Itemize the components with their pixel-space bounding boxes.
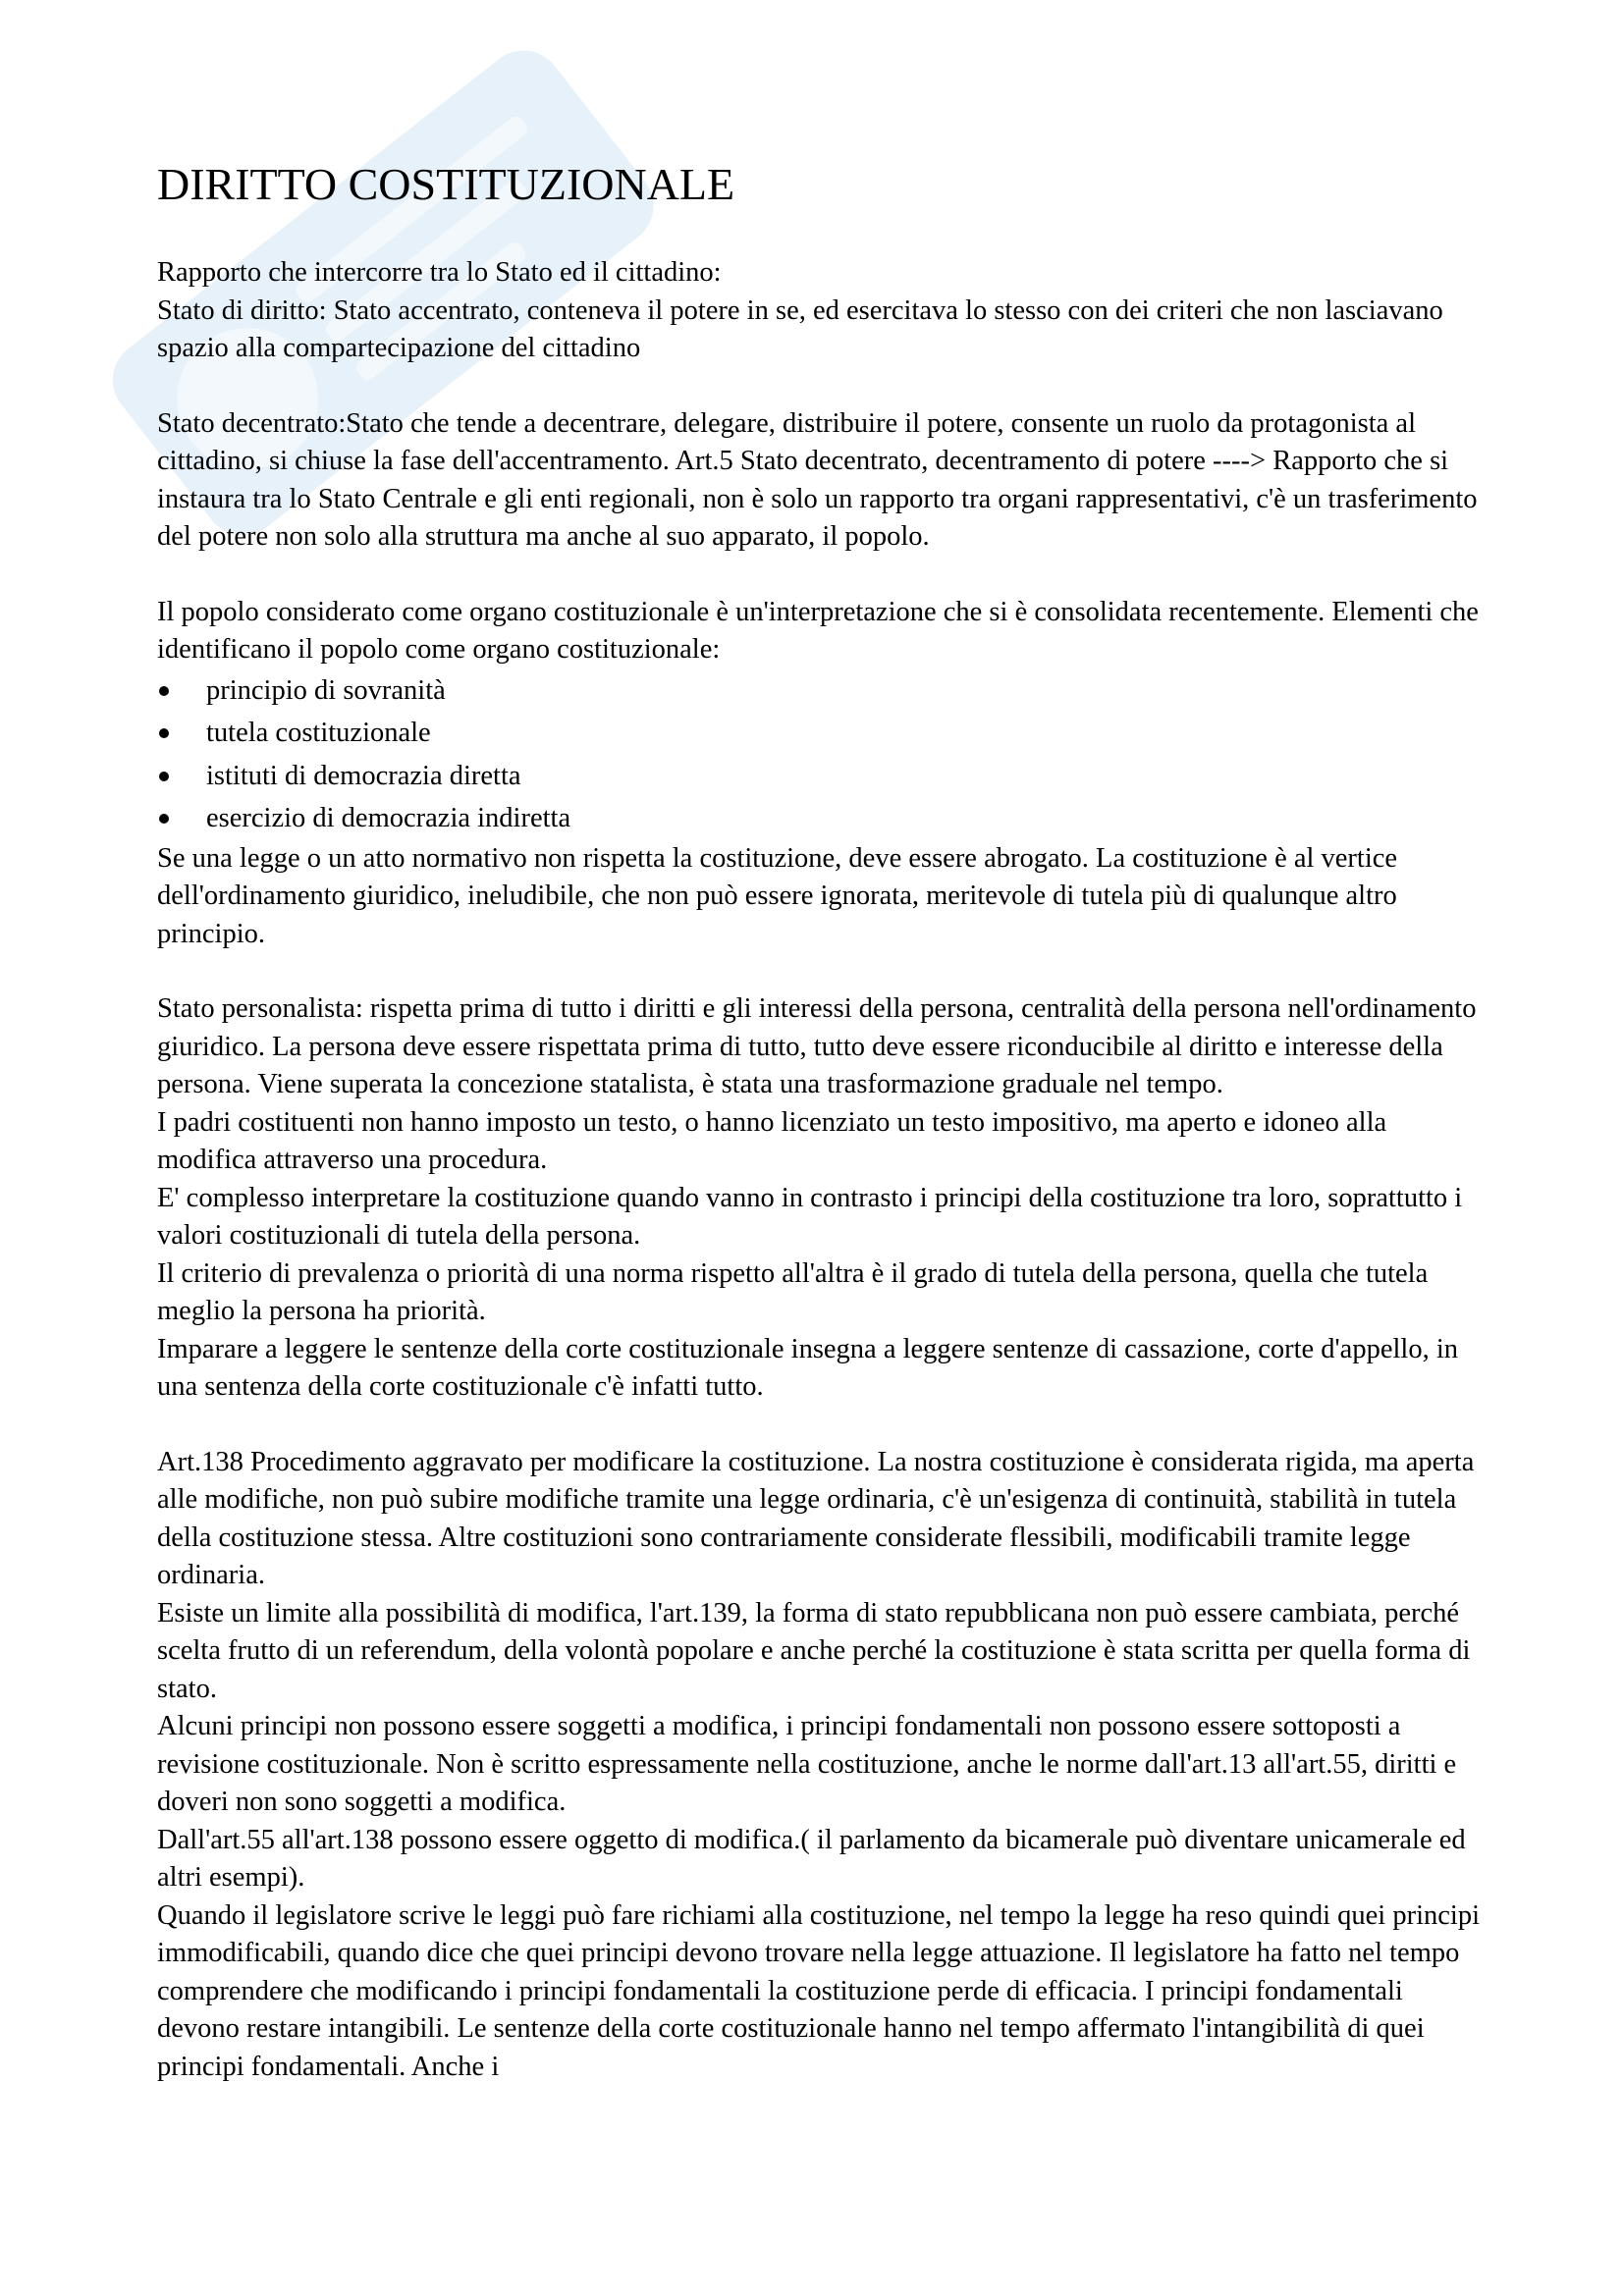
paragraph-gap bbox=[157, 1407, 1483, 1444]
art139-paragraph: Esiste un limite alla possibilità di modifica, l'art.139, la forma di stato repubblicana non può essere cambiata, perché scelta frutto di un referendum, della volontà popolare e anche perché la costituzione è stata scritta per quella forma di stato. bbox=[157, 1597, 1471, 1704]
list-item bbox=[157, 669, 1483, 713]
interpretazione-paragraph: E' complesso interpretare la costituzione quando vanno in contrasto i principi della costituzione tra loro, soprattutto i valori costituzionali di tutela della persona. bbox=[157, 1182, 1463, 1252]
list-item-text: esercizio di democrazia indiretta bbox=[206, 803, 571, 834]
list-item-text: principio di sovranità bbox=[206, 674, 446, 706]
list-item bbox=[157, 712, 1483, 755]
padri-costituenti-paragraph: I padri costituenti non hanno imposto un testo, o hanno licenziato un testo impositivo, ma aperto e idoneo alla modifica attraverso una procedura. bbox=[157, 1106, 1387, 1176]
principi-fondamentali-paragraph: Alcuni principi non possono essere soggetti a modifica, i principi fondamentali non possono essere sottoposti a revisione costituzionale. Non è scritto espressamente nella costituzione, anche le norme dall'art.13 all'art.55, diritti e doveri non sono soggetti a modifica. bbox=[157, 1711, 1457, 1818]
popolo-elements-list bbox=[157, 669, 1483, 840]
bullet-icon bbox=[159, 814, 169, 824]
document-page bbox=[157, 147, 1483, 2086]
bullet-icon bbox=[159, 728, 169, 738]
personalista-paragraph: Stato personalista: rispetta prima di tutto i diritti e gli interessi della persona, centralità della persona nell'ordinamento giuridico. La persona deve essere rispettata prima di tutto, tutto deve essere riconducibile al diritto e interesse della persona. Viene superata la concezione statalista, è stata una trasformazione graduale nel tempo. bbox=[157, 993, 1477, 1100]
document-title: DIRITTO COSTITUZIONALE bbox=[157, 159, 735, 209]
sentenze-paragraph: Imparare a leggere le sentenze della corte costituzionale insegna a leggere sentenze di cassazione, corte d'appello, in una sentenza della corte costituzionale c'è infatti tutto. bbox=[157, 1333, 1458, 1403]
list-item bbox=[157, 755, 1483, 798]
legislatore-paragraph: Quando il legislatore scrive le leggi può fare richiami alla costituzione, nel tempo la legge ha reso quindi quei principi immodificabili, quando dice che quei principi devono trovare nella legge attuazione. Il legislatore ha fatto nel tempo comprendere che modificando i principi fondamentali la costituzione perde di efficacia. I principi fondamentali devono restare intangibili. Le sentenze della corte costituzionale hanno nel tempo affermato l'intangibilità di quei principi fondamentali. Anche i bbox=[157, 1899, 1480, 2082]
modifica-paragraph: Dall'art.55 all'art.138 possono essere oggetto di modifica.( il parlamento da bicamerale può diventare unicamerale ed altri esempi). bbox=[157, 1824, 1466, 1894]
art138-paragraph: Art.138 Procedimento aggravato per modificare la costituzione. La nostra costituzione è considerata rigida, ma aperta alle modifiche, non può subire modifiche tramite una legge ordinaria, c'è un'esigenza di continuità, stabilità in tutela della costituzione stessa. Altre costituzioni sono contrariamente considerate flessibili, modificabili tramite legge ordinaria. bbox=[157, 1446, 1475, 1591]
bullet-icon bbox=[159, 772, 169, 781]
list-item-text: istituti di democrazia diretta bbox=[206, 760, 521, 791]
intro-paragraph: Stato di diritto: Stato accentrato, conteneva il potere in se, ed esercitava lo stesso con dei criteri che non lasciavano spazio alla compartecipazione del cittadino bbox=[157, 294, 1443, 364]
intro-line: Rapporto che intercorre tra lo Stato ed il cittadino: bbox=[157, 257, 722, 289]
prevalenza-paragraph: Il criterio di prevalenza o priorità di una norma rispetto all'altra è il grado di tutela della persona, quella che tutela meglio la persona ha priorità. bbox=[157, 1257, 1429, 1327]
paragraph-gap bbox=[157, 368, 1483, 405]
paragraph-gap bbox=[157, 557, 1483, 594]
paragraph-gap bbox=[157, 953, 1483, 990]
list-item-text: tutela costituzionale bbox=[206, 718, 431, 749]
decentrato-paragraph: Stato decentrato:Stato che tende a decentrare, delegare, distribuire il potere, consente un ruolo da protagonista al cittadino, si chiuse la fase dell'accentramento. Art.5 Stato decentrato, decentramento di potere ----> Rapporto che si instaura tra lo Stato Centrale e gli enti regionali, non è solo un rapporto tra organi rappresentativi, c'è un trasferimento del potere non solo alla struttura ma anche al suo apparato, il popolo. bbox=[157, 407, 1478, 553]
popolo-intro-paragraph: Il popolo considerato come organo costituzionale è un'interpretazione che si è consolidata recentemente. Elementi che identificano il popolo come organo costituzionale: bbox=[157, 596, 1479, 666]
list-item bbox=[157, 797, 1483, 840]
bullet-icon bbox=[159, 686, 169, 696]
costituzione-paragraph: Se una legge o un atto normativo non rispetta la costituzione, deve essere abrogato. La costituzione è al vertice dell'ordinamento giuridico, ineludibile, che non può essere ignorata, meritevole di tutela più di qualunque altro principio. bbox=[157, 842, 1398, 949]
